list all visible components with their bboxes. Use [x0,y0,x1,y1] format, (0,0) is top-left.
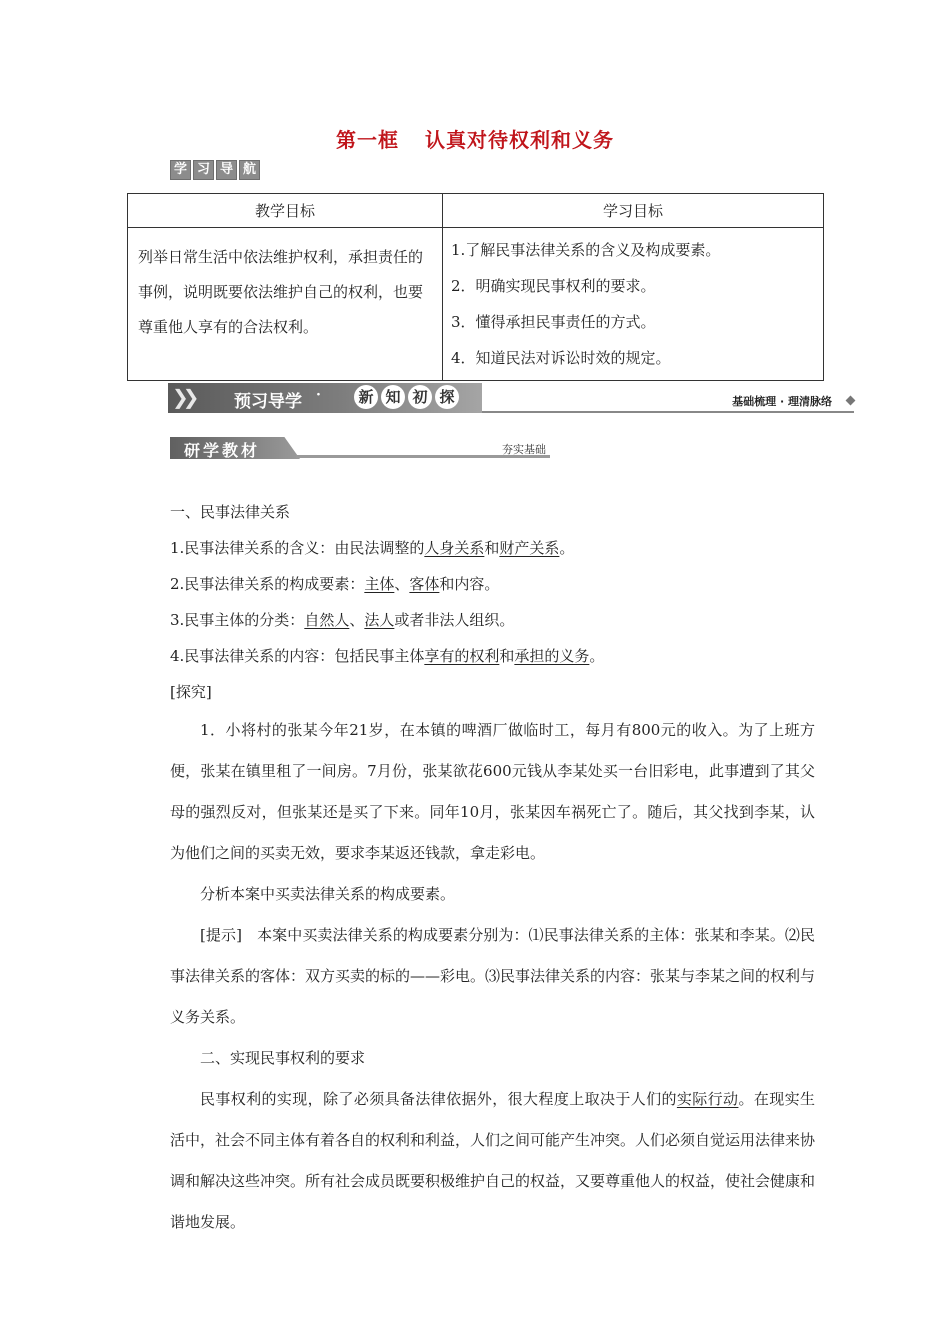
preview-banner [168,383,858,413]
title-part1: 第一框 [336,128,399,152]
title-part2: 认真对待权利和义务 [425,128,614,152]
section1-item1 [170,530,815,566]
nav-tag-char: 习 [193,160,214,180]
text: 和 [484,539,500,557]
teaching-goals-header: 教学目标 [128,194,443,228]
text: 、 [349,611,365,629]
text: 、 [394,575,410,593]
text: 。 [559,539,575,557]
text: 或者非法人组织。 [394,611,515,629]
case-paragraph: 1．小将村的张某今年21岁，在本镇的啤酒厂做临时工，每月有800元的收入。为了上班方便，张某在镇里租了一间房。7月份，张某欲花600元钱从李某处买一台旧彩电，此事遭到了其父母的强烈反对，但张某还是买了下来。同年10月，张某因车祸死亡了。随后，其父找到李某，认为他们之间的买卖无效，要求李某返还钱款，拿走彩电。 [170,721,815,862]
learning-goal-item: 2．明确实现民事权利的要求。 [451,277,656,295]
section1-item4 [170,638,815,674]
banner-right-text: 基础梳理 · 理清脉络 [732,395,832,408]
section2-paragraph [170,1079,815,1243]
section1-heading: 一、民事法律关系 [170,503,291,521]
section2-heading: 二、实现民事权利的要求 [200,1049,366,1067]
hint-paragraph: [提示] 本案中买卖法律关系的构成要素分别为：⑴民事法律关系的主体：张某和李某。⑵民事法律关系的客体：双方买卖的标的——彩电。⑶民事法律关系的内容：张某与李某之间的权利与义务关系。 [170,926,816,1026]
study-guide-tag [170,160,260,180]
learning-goal-item: 4．知道民法对诉讼时效的规定。 [451,349,671,367]
page-title [0,124,950,153]
learning-goal-item: 1.了解民事法律关系的含义及构成要素。 [451,241,721,259]
nav-tag-char: 航 [239,160,260,180]
banner-box-char: 探 [435,385,459,409]
explore-label: [探究] [170,683,212,701]
teaching-goals-cell: 列举日常生活中依法维护权利，承担责任的事例，说明既要依法维护自己的权利，也要尊重他人享有的合法权利。 [128,228,443,381]
question-paragraph: 分析本案中买卖法律关系的构成要素。 [200,885,456,903]
chevron-right-icon: ❯❯ [172,385,194,409]
banner-boxes [354,385,459,409]
main-content [170,494,815,1243]
sub-banner-label: 研学教材 [184,441,261,460]
underlined-term: 人身关系 [424,539,485,557]
diamond-icon [846,396,856,406]
nav-tag-char: 导 [216,160,237,180]
text: 4.民事法律关系的内容：包括民事主体 [170,647,425,665]
underlined-term: 享有的权利 [424,647,500,665]
study-material-banner [170,437,550,459]
text: 。在现实生活中，社会不同主体有着各自的权利和利益，人们之间可能产生冲突。人们必须自觉运用法律来协调和解决这些冲突。所有社会成员既要积极维护自己的权益，又要尊重他人的权益，使社会健康和谐地发展。 [170,1090,816,1231]
banner-dot: · [316,387,321,403]
underlined-term: 客体 [409,575,440,593]
section1-item3 [170,602,815,638]
text: 1.民事法律关系的含义：由民法调整的 [170,539,425,557]
underlined-term: 承担的义务 [514,647,590,665]
underlined-term: 财产关系 [499,539,560,557]
underlined-term: 主体 [364,575,395,593]
text: 2.民事法律关系的构成要素： [170,575,365,593]
section1-item2 [170,566,815,602]
learning-goal-item: 3．懂得承担民事责任的方式。 [451,313,656,331]
goals-table [127,193,824,381]
banner-box-char: 知 [381,385,405,409]
banner-box-char: 新 [354,385,378,409]
text: 3.民事主体的分类： [170,611,305,629]
banner-label: 预习导学 [234,392,302,412]
underlined-term: 法人 [364,611,395,629]
sub-banner-right-text: 夯实基础 [502,443,546,456]
learning-goals-header: 学习目标 [443,194,824,228]
text: 和内容。 [439,575,500,593]
nav-tag-char: 学 [170,160,191,180]
text: 民事权利的实现，除了必须具备法律依据外，很大程度上取决于人们的 [200,1090,677,1108]
learning-goals-cell [443,228,824,381]
banner-rule [482,411,854,413]
banner-box-char: 初 [408,385,432,409]
text: 和 [499,647,515,665]
underlined-term: 自然人 [304,611,350,629]
text: 。 [589,647,605,665]
underlined-term: 实际行动 [676,1090,739,1108]
